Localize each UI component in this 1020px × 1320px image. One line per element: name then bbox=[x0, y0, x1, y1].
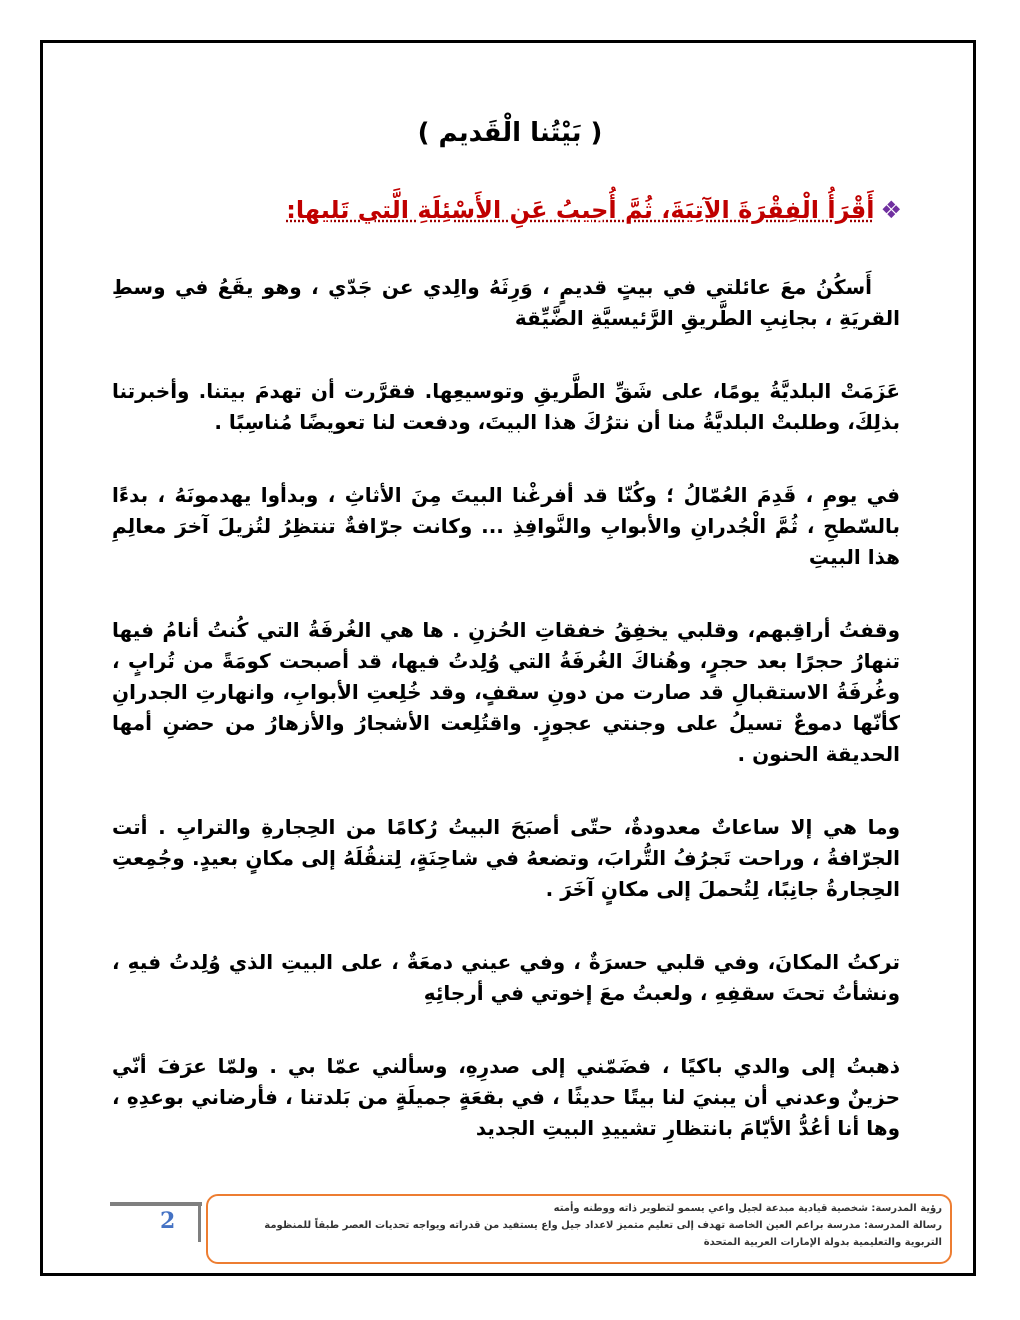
school-mission: رسالة المدرسة: مدرسة براعم العين الخاصة تهدف إلى تعليم متميز لاعداد جيل واع يستفيد من قدراته ويواجه تحديات العصر طبقاً للمنظومة bbox=[264, 1220, 942, 1231]
paragraph-3: في يومِ ، قَدِمَ العُمّالُ ؛ وكُنّا قد أفرغْنا البيتَ مِنَ الأثاثِ ، وبدأوا يهدمونَهُ ، بدءًا بالسّطحِ ، ثُمَّ الْجُدرانِ والأبوابِ والنَّوافِذِ ... وكانت جرّافةٌ تنتظِرُ لتُزيلَ آخرَ معالِمِ هذا البيتِ bbox=[112, 483, 900, 569]
page-title: ( بَيْتُنا الْقَديم ) bbox=[417, 118, 603, 148]
paragraph-4: وقفتُ أراقِبهم، وقلبي يخفِقُ خفقاتِ الحُزنِ . ها هي الغُرفَةُ التي كُنتُ أنامُ فيها تنهارُ حجرًا بعد حجرٍ، وهُناكَ الغُرفَةُ التي وُلِدتُ فيها، قد أصبحت كومَةً من تُرابٍ ، وغُرفَةُ الاستقبالِ قد صارت من دونِ سقفٍ، وقد خُلِعتِ الأبوابِ، وانهارتِ الجدرانِ كأنّها دموعٌ تسيلُ على وجنتي عجوزٍ. واقتُلِعت الأشجارُ والأزهارُ من حضنِ أمها الحديقة الحنون . bbox=[112, 618, 900, 766]
page-number: 2 bbox=[160, 1208, 176, 1234]
footer-divider bbox=[198, 1202, 201, 1242]
footer-rule bbox=[110, 1202, 202, 1206]
school-vision: رؤية المدرسة: شخصية قيادية مبدعة لجيل واعي يسمو لتطوير ذاته ووطنه وأمته bbox=[553, 1203, 942, 1214]
paragraph-5: وما هي إلا ساعاتٌ معدودةٌ، حتّى أصبَحَ البيتُ رُكامًا من الحِجارةِ والترابِ . أتت الجرّافةُ ، وراحت تَجرُفُ التُّرابَ، وتضعهُ في شاحِنَةٍ، لِتنقُلَهُ إلى مكانٍ بعيدٍ. وجُمِعتِ الحِجارةُ جانِبًا، لِتُحملَ إلى مكانٍ آخَرَ . bbox=[112, 815, 900, 901]
paragraph-1: أَسكُنُ معَ عائلتي في بيتٍ قديمٍ ، وَرِثَهُ والِدي عن جَدّي ، وهو يقَعُ في وسطِ القريَةِ ، بجانِبِ الطَّريقِ الرَّئيسيَّةِ الضَّيِّقة bbox=[112, 275, 900, 330]
school-statement-box bbox=[206, 1194, 952, 1264]
instruction-heading bbox=[286, 196, 902, 224]
paragraph-7: ذهبتُ إلى والدي باكيًا ، فضَمّني إلى صدرِهِ، وسألني عمّا بي . ولمّا عرَفَ أنّي حزينٌ وعدني أن يبنيَ لنا بيتًا حديثًا ، في بقعَةٍ جميلَةٍ من بَلدتنا ، فأرضاني بوعدِهِ ، وها أنا أعُدُّ الأيّامَ بانتظارِ تشييدِ البيتِ الجديد bbox=[112, 1054, 900, 1140]
instruction-text: أَقْرَأُ الْفِقْرَةَ الآتِيَةَ، ثُمَّ أُجيبُ عَنِ الأَسْئِلَةِ الَّتي تَليها: bbox=[286, 196, 875, 224]
paragraph-2: عَزَمَتْ البلديَّةُ يومًا، على شَقِّ الطَّريقِ وتوسيعِها. فقرَّرت أن تهدمَ بيتنا. وأخبرتنا بذلِكَ، وطلبتْ البلديَّةُ منا أن نترُكَ هذا البيتَ، ودفعت لنا تعويضًا مُناسِبًا . bbox=[112, 379, 900, 434]
school-mission-continued: التربوية والتعليمية بدولة الإمارات العربية المتحدة bbox=[703, 1237, 942, 1248]
paragraph-6: تركتُ المكانَ، وفي قلبي حسرَةٌ ، وفي عيني دمعَةٌ ، على البيتِ الذي وُلِدتُ فيهِ ، ونشأتُ تحتَ سقفِهِ ، ولعبتُ معَ إخوتي في أرجائِهِ bbox=[112, 950, 900, 1005]
page-footer bbox=[110, 1202, 972, 1274]
diamond-bullet-icon: ❖ bbox=[880, 196, 902, 224]
reading-passage bbox=[112, 272, 900, 1186]
